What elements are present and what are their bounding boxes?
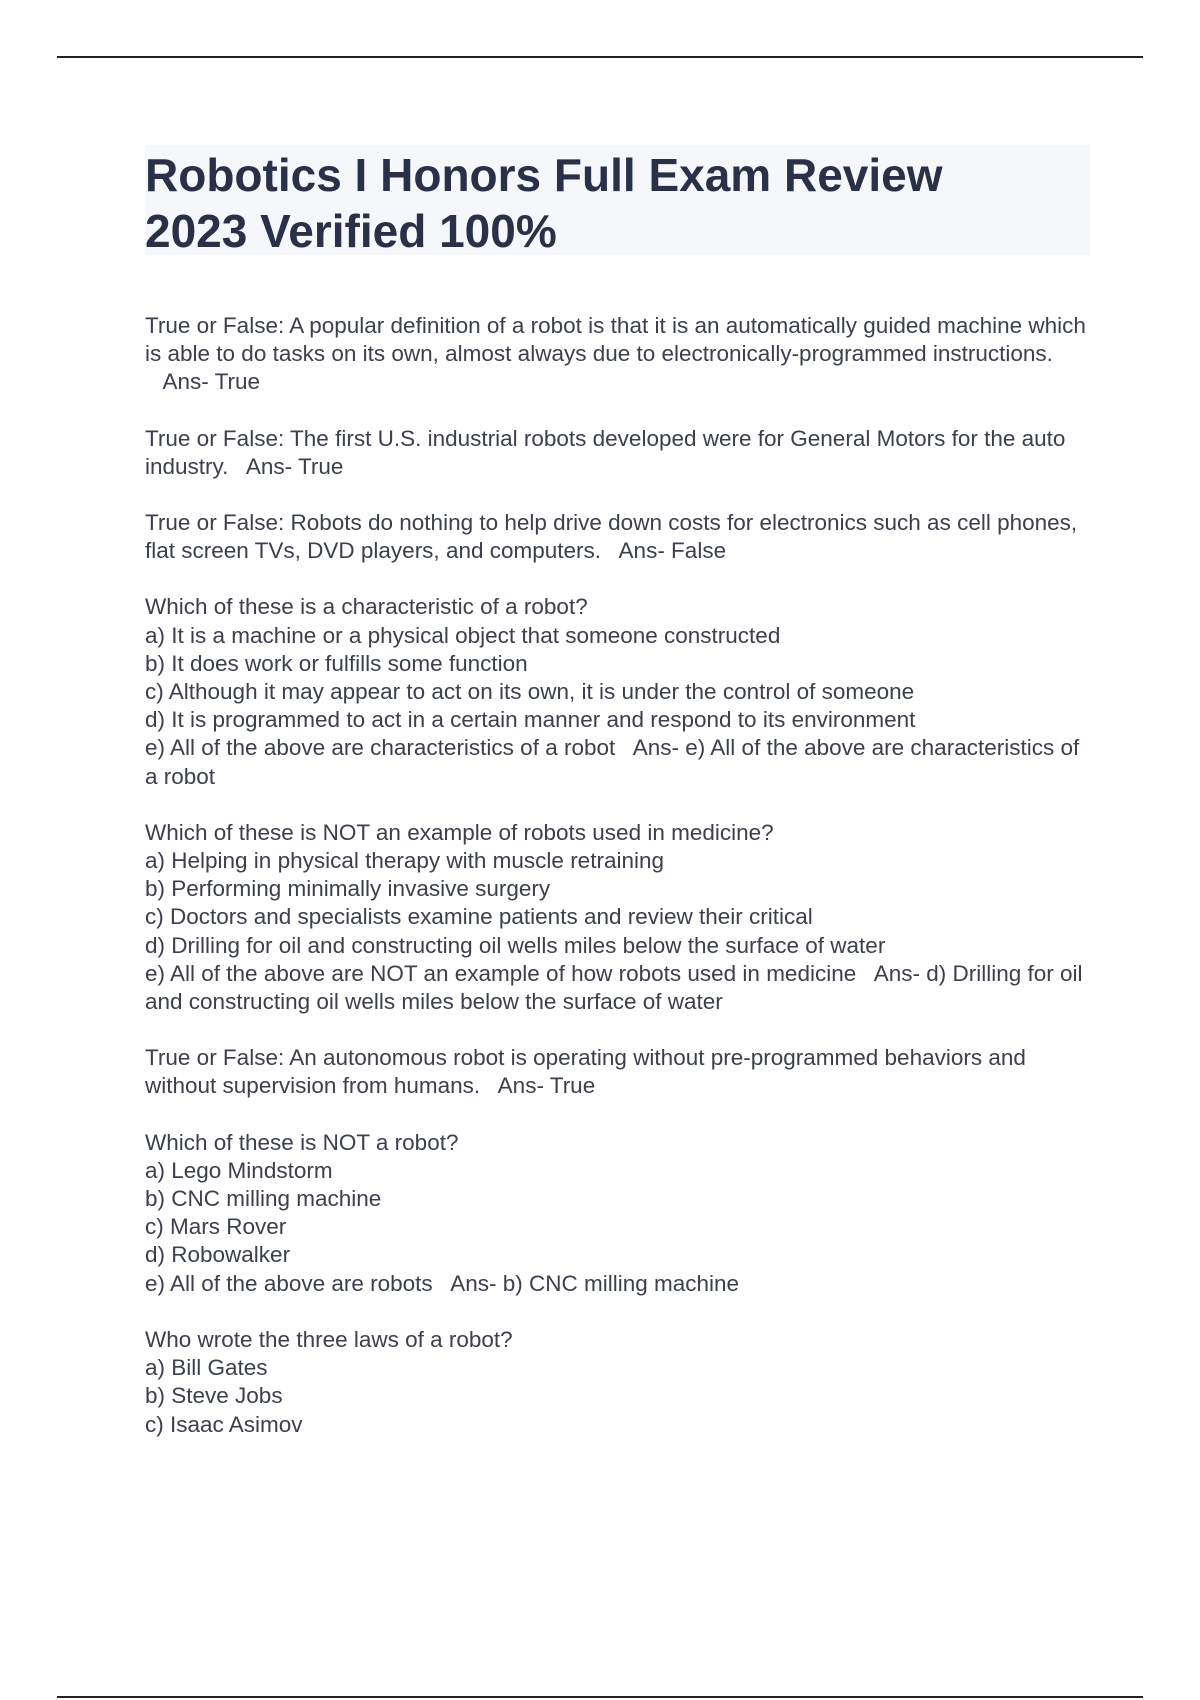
- option-e: e) All of the above are NOT an example of how robots used in medicine Ans- d) Drilling for oil and constructing oil wells miles below the surface of water: [145, 960, 1083, 1015]
- question-8: [145, 1326, 1095, 1439]
- answer: Ans- e) All of the above are characteristics of a robot: [145, 735, 1080, 789]
- answer: Ans- True: [162, 369, 261, 395]
- question-1: [145, 312, 1095, 397]
- option-b: b) Steve Jobs: [145, 1383, 283, 1409]
- question-text: Which of these is NOT an example of robots used in medicine?: [145, 819, 774, 845]
- option-a: a) Helping in physical therapy with muscle retraining: [145, 848, 664, 874]
- question-4: [145, 593, 1095, 790]
- option-c: c) Although it may appear to act on its own, it is under the control of someone: [145, 679, 915, 705]
- question-text: Which of these is a characteristic of a robot?: [145, 594, 588, 620]
- option-d: d) Robowalker: [145, 1242, 291, 1268]
- option-a: a) Lego Mindstorm: [145, 1157, 333, 1183]
- question-text: True or False: An autonomous robot is operating without pre-programmed behaviors and without supervision from humans. Ans- True: [145, 1045, 1026, 1099]
- title-line-1: Robotics I Honors Full Exam Review: [145, 149, 943, 201]
- top-rule: [57, 56, 1143, 58]
- document-title: [145, 147, 1090, 259]
- question-text: Who wrote the three laws of a robot?: [145, 1326, 513, 1352]
- option-a: a) It is a machine or a physical object that someone constructed: [145, 622, 781, 648]
- question-6: [145, 1044, 1095, 1100]
- question-text: Which of these is NOT a robot?: [145, 1129, 459, 1155]
- question-text: True or False: A popular definition of a robot is that it is an automatically guided machine which is able to do tasks on its own, almost always due to electronically-programmed instructions. Ans- True: [145, 313, 1086, 395]
- option-c: c) Isaac Asimov: [145, 1411, 303, 1437]
- option-d: d) Drilling for oil and constructing oil wells miles below the surface of water: [145, 932, 886, 958]
- question-text: True or False: The first U.S. industrial robots developed were for General Motors for the auto industry. Ans- True: [145, 425, 1066, 479]
- answer: Ans- True: [497, 1073, 596, 1099]
- option-e: e) All of the above are characteristics of a robot Ans- e) All of the above are characteristics of a robot: [145, 735, 1080, 789]
- option-b: b) Performing minimally invasive surgery: [145, 876, 551, 902]
- answer: Ans- d) Drilling for oil and constructing oil wells miles below the surface of water: [145, 960, 1083, 1015]
- option-c: c) Mars Rover: [145, 1214, 287, 1240]
- option-a: a) Bill Gates: [145, 1355, 268, 1381]
- title-line-2: 2023 Verified 100%: [145, 205, 557, 257]
- answer: Ans- False: [618, 538, 727, 564]
- question-2: [145, 425, 1095, 481]
- question-5: [145, 819, 1095, 1016]
- option-b: b) CNC milling machine: [145, 1186, 382, 1212]
- bottom-rule: [57, 1696, 1143, 1698]
- option-b: b) It does work or fulfills some function: [145, 650, 528, 676]
- document-body: [145, 312, 1095, 1467]
- answer: Ans- b) CNC milling machine: [450, 1270, 740, 1296]
- question-text: True or False: Robots do nothing to help drive down costs for electronics such as cell phones, flat screen TVs, DVD players, and computers. Ans- False: [145, 510, 1078, 564]
- question-3: [145, 509, 1095, 565]
- option-c: c) Doctors and specialists examine patients and review their critical: [145, 904, 813, 930]
- answer: Ans- True: [245, 453, 344, 479]
- question-7: [145, 1129, 1095, 1298]
- option-d: d) It is programmed to act in a certain manner and respond to its environment: [145, 707, 916, 733]
- option-e: e) All of the above are robots Ans- b) CNC milling machine: [145, 1270, 740, 1296]
